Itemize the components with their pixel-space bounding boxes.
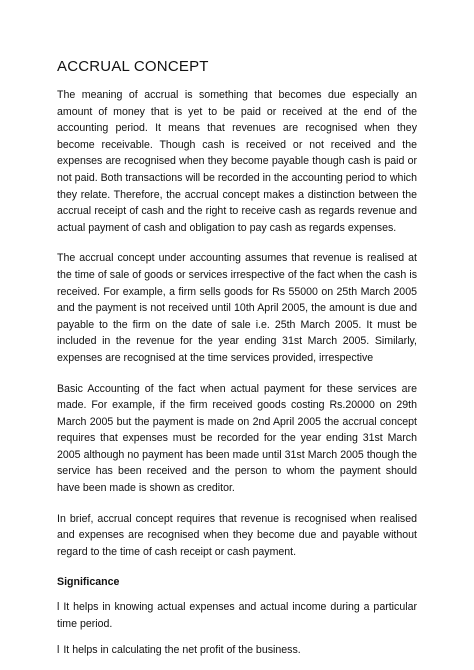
paragraph-meaning: The meaning of accrual is something that becomes due especially an amount of money that is yet to be paid or received at the end of the accounting period. It means that revenues are recognised when they become receivable. Though cash is received or not received and the expenses are recognised when they become payable though cash is paid or not paid. Both transactions will be recorded in the accounting period to which they relate. Therefore, the accrual concept makes a distinction between the accrual receipt of cash and the right to receive cash as regards revenue and actual payment of cash and obligation to pay cash as regards expenses. [57, 89, 417, 234]
list-item [57, 599, 417, 632]
significance-heading: Significance [57, 576, 120, 589]
list-item [57, 642, 417, 659]
bullet-marker: l [57, 601, 60, 614]
paragraph-revenue-example: The accrual concept under accounting assumes that revenue is realised at the time of sale of goods or services irrespective of the fact when the cash is received. For example, a firm sells goods for Rs 55000 on 25th March 2005 and the payment is not received until 10th April 2005, the amount is due and payable to the firm on the date of sale i.e. 25th March 2005. It must be included in the revenue for the year ending 31st March 2005. Similarly, expenses are recognised at the time services provided, irrespective [57, 252, 417, 364]
document-content [57, 58, 417, 669]
list-item-text: It helps in knowing actual expenses and actual income during a particular time period. [57, 601, 417, 630]
paragraph-brief: In brief, accrual concept requires that revenue is recognised when realised and expenses are recognised when they become due and payable without regard to the time of cash receipt or cash payment. [57, 512, 417, 558]
list-item-text: It helps in calculating the net profit of the business. [63, 644, 301, 657]
page-title: ACCRUAL CONCEPT [57, 58, 209, 75]
paragraph-expense-example: Basic Accounting of the fact when actual payment for these services are made. For example, if the firm received goods costing Rs.20000 on 29th March 2005 but the payment is made on 2nd April 2005 the accrual concept requires that expenses must be recorded for the year ending 31st March 2005 although no payment has been made until 31st March 2005 though the service has been received and the person to whom the payment should have been made is shown as creditor. [57, 382, 417, 495]
bullet-marker: l [57, 644, 60, 657]
